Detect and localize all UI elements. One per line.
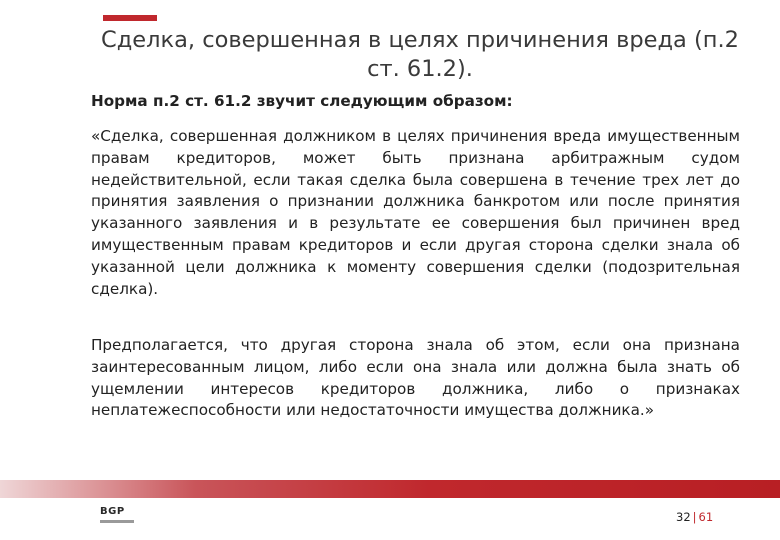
- logo-mark: BGP: [100, 506, 125, 517]
- section-subheading: Норма п.2 ст. 61.2 звучит следующим образом:: [91, 92, 513, 110]
- quote-paragraph-2: Предполагается, что другая сторона знала об этом, если она признана заинтересованным лицом, либо если она знала или должна была знать об ущемлении интересов кредиторов должника, либо о признаках неплатежеспособности или недостаточности имущества должника.»: [91, 336, 740, 420]
- logo-tagline-line: [100, 520, 134, 523]
- page-counter: [676, 510, 713, 524]
- slide-title: Сделка, совершенная в целях причинения вреда (п.2 ст. 61.2).: [101, 27, 739, 82]
- quote-paragraph-1: «Сделка, совершенная должником в целях причинения вреда имущественным правам кредиторов, может быть признана арбитражным судом недействительной, если такая сделка была совершена в течение трех лет до принятия заявления о признании должника банкротом или после принятия указанного заявления и в результате ее совершения был причинен вред имущественным правам кредиторов и если другая сторона сделки знала об указанной цели должника к моменту совершения сделки (подозрительная сделка).: [91, 127, 740, 298]
- footer-accent-band: [0, 480, 780, 498]
- title-accent-bar: [103, 15, 157, 21]
- page-total: 61: [698, 510, 714, 524]
- page-separator: |: [692, 510, 697, 524]
- company-logo: [100, 506, 140, 523]
- page-current: 32: [676, 510, 691, 524]
